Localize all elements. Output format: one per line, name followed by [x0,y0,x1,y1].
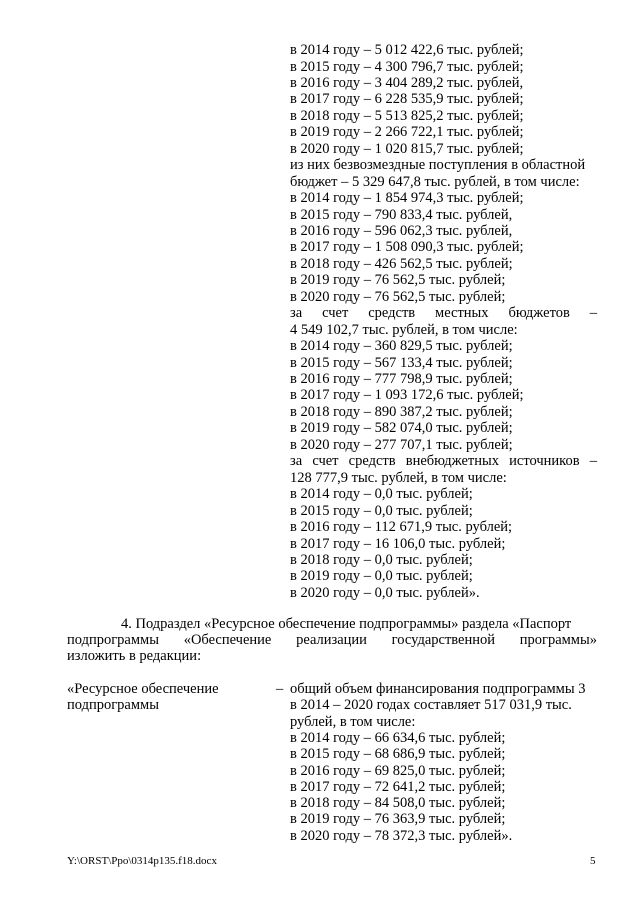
extrabudget-funding-line: в 2020 году – 0,0 тыс. рублей». [290,584,480,601]
funding-line: бюджет – 5 329 647,8 тыс. рублей, в том числе: [290,173,580,190]
extrabudget-funding-line: в 2015 году – 0,0 тыс. рублей; [290,502,473,519]
extrabudget-funding-line: в 2017 году – 16 106,0 тыс. рублей; [290,535,506,552]
local-funding-line: в 2015 году – 567 133,4 тыс. рублей; [290,354,513,371]
funding-line: в 2017 году – 6 228 535,9 тыс. рублей; [290,91,524,108]
extrabudget-funding-line: в 2016 году – 112 671,9 тыс. рублей; [290,519,513,535]
word: «Обеспечение [183,632,272,648]
local-funding-line: в 2020 году – 277 707,1 тыс. рублей; [290,436,513,453]
funding-line: в 2019 году – 2 266 722,1 тыс. рублей; [290,124,524,141]
paragraph-4-line-3: изложить в редакции: [67,648,202,664]
paragraph-4-line-2 [67,632,597,648]
resource-funding-line: в 2019 году – 76 363,9 тыс. рублей; [290,811,506,828]
resource-funding-line: в 2014 – 2020 годах составляет 517 031,9 тыс. [290,697,572,714]
funding-line: в 2018 году – 5 513 825,2 тыс. рублей; [290,107,524,124]
word: – [589,453,597,470]
funding-line: в 2014 году – 1 854 974,3 тыс. рублей; [290,190,524,206]
extrabudget-funding-line: в 2019 году – 0,0 тыс. рублей; [290,568,473,585]
word: программы» [519,632,597,648]
word: внебюджетных [405,453,499,470]
local-budgets-heading [290,305,597,321]
resource-funding-line: в 2020 году – 78 372,3 тыс. рублей». [290,827,513,844]
resource-funding-line: в 2016 году – 69 825,0 тыс. рублей; [290,762,506,779]
resource-label-line-2: подпрограммы [67,697,159,713]
paragraph-4-line-1: 4. Подраздел «Ресурсное обеспечение подпрограммы» раздела «Паспорт [121,616,572,632]
funding-line: в 2017 году – 1 508 090,3 тыс. рублей; [290,239,524,256]
local-funding-line: 4 549 102,7 тыс. рублей, в том числе: [290,321,518,338]
resource-funding-line: общий объем финансирования подпрограммы 3 [290,681,586,697]
resource-label-line-1: «Ресурсное обеспечение [67,681,219,697]
word: за [290,305,303,322]
local-funding-line: в 2019 году – 582 074,0 тыс. рублей; [290,420,513,437]
resource-funding-line: в 2014 году – 66 634,6 тыс. рублей; [290,729,506,746]
word: средств [348,453,396,470]
funding-line: из них безвозмездные поступления в областной [290,157,586,174]
funding-line: в 2018 году – 426 562,5 тыс. рублей; [290,255,513,272]
local-funding-line: в 2017 году – 1 093 172,6 тыс. рублей; [290,387,524,404]
page-number: 5 [590,855,596,867]
word: – [589,305,597,322]
funding-line: в 2016 году – 3 404 289,2 тыс. рублей, [290,74,524,91]
extrabudget-funding-line: 128 777,9 тыс. рублей, в том числе: [290,469,507,486]
word: источников [509,453,580,470]
funding-line: в 2020 году – 76 562,5 тыс. рублей; [290,288,506,305]
word: подпрограммы [67,632,159,648]
word: счет [322,305,349,322]
funding-line: в 2014 году – 5 012 422,6 тыс. рублей; [290,42,524,58]
extrabudget-funding-line: в 2018 году – 0,0 тыс. рублей; [290,551,473,568]
funding-line: в 2019 году – 76 562,5 тыс. рублей; [290,272,506,289]
funding-line: в 2015 году – 790 833,4 тыс. рублей, [290,206,513,223]
funding-line: в 2016 году – 596 062,3 тыс. рублей, [290,222,513,239]
funding-line: в 2020 году – 1 020 815,7 тыс. рублей; [290,140,524,157]
local-funding-line: в 2014 году – 360 829,5 тыс. рублей; [290,338,513,355]
extrabudget-heading [290,453,597,469]
word: государственной [391,632,496,648]
resource-funding-line: рублей, в том числе: [290,713,416,730]
word: счет [312,453,339,470]
resource-funding-line: в 2017 году – 72 641,2 тыс. рублей; [290,778,506,795]
word: бюджетов [508,305,570,322]
resource-dash: – [276,681,284,697]
footer-file-path: Y:\ORST\Ppo\0314p135.f18.docx [67,855,217,867]
word: за [290,453,303,470]
extrabudget-funding-line: в 2014 году – 0,0 тыс. рублей; [290,486,473,503]
word: местных [435,305,489,322]
resource-funding-line: в 2015 году – 68 686,9 тыс. рублей; [290,746,506,763]
word: реализации [296,632,367,648]
resource-funding-line: в 2018 году – 84 508,0 тыс. рублей; [290,795,506,812]
word: средств [368,305,416,322]
paragraph-4 [67,616,597,664]
local-funding-line: в 2016 году – 777 798,9 тыс. рублей; [290,371,513,387]
funding-line: в 2015 году – 4 300 796,7 тыс. рублей; [290,58,524,75]
local-funding-line: в 2018 году – 890 387,2 тыс. рублей; [290,403,513,420]
